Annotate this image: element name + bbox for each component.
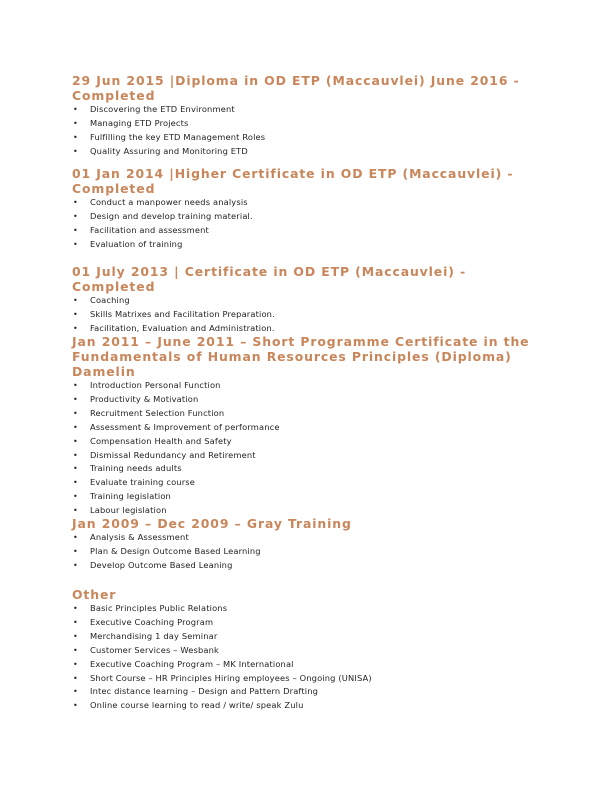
list-item: • Customer Services – Wesbank [72,644,542,658]
education-section-certificate [72,264,542,336]
bullet-icon: • [73,422,78,432]
bullet-list [72,294,542,336]
bullet-icon: • [73,296,78,305]
list-item: • Analysis & Assessment [72,531,542,545]
list-item: • Compensation Health and Safety [72,435,542,449]
section-heading: Jan 2009 – Dec 2009 – Gray Training [72,516,352,531]
bullet-list [72,602,542,713]
bullet-icon: • [73,701,78,711]
education-section-other [72,587,542,713]
list-item: • Skills Matrixes and Facilitation Preparation. [72,308,542,322]
education-section-diploma [72,73,542,159]
bullet-icon: • [73,239,78,249]
bullet-icon: • [73,673,78,683]
bullet-icon: • [73,546,78,556]
list-item: • Facilitation, Evaluation and Administration. [72,322,542,336]
list-item: • Managing ETD Projects [72,117,542,131]
section-heading: 29 Jun 2015 |Diploma in OD ETP (Maccauvlei) June 2016 - Completed [72,73,525,103]
bullet-icon: • [73,132,78,142]
list-item: • Labour legislation [72,504,542,518]
list-item: • Recruitment Selection Function [72,407,542,421]
section-heading: 01 July 2013 | Certificate in OD ETP (Maccauvlei) - Completed [72,264,472,294]
list-item: • Facilitation and assessment [72,224,542,238]
bullet-list [72,103,542,159]
bullet-icon: • [73,381,78,390]
list-item: • Online course learning to read / write/ speak Zulu [72,699,542,713]
education-section-short-programme [72,334,542,518]
bullet-icon: • [73,394,78,404]
bullet-icon: • [73,323,78,333]
list-item: • Plan & Design Outcome Based Learning [72,545,542,559]
bullet-icon: • [73,631,78,641]
bullet-icon: • [73,645,78,655]
list-item: • Introduction Personal Function [72,379,542,393]
list-item: • Training needs adults [72,462,542,476]
bullet-icon: • [73,225,78,235]
bullet-icon: • [73,118,78,128]
list-item: • Discovering the ETD Environment [72,103,542,117]
education-section-gray-training [72,516,542,573]
list-item: • Training legislation [72,490,542,504]
bullet-list [72,196,542,252]
bullet-icon: • [73,533,78,542]
list-item: • Executive Coaching Program [72,616,542,630]
education-section-higher-certificate [72,166,542,252]
list-item: • Basic Principles Public Relations [72,602,542,616]
bullet-icon: • [73,604,78,613]
bullet-icon: • [73,198,78,207]
bullet-icon: • [73,408,78,418]
list-item: • Productivity & Motivation [72,393,542,407]
bullet-icon: • [73,617,78,627]
bullet-icon: • [73,105,78,114]
bullet-icon: • [73,492,78,502]
bullet-icon: • [73,450,78,460]
bullet-icon: • [73,436,78,446]
list-item: • Coaching [72,294,542,308]
section-heading: Jan 2011 – June 2011 – Short Programme Certificate in the Fundamentals of Human Resources Principles (Diploma) Damelin [72,334,535,379]
section-heading: Other [72,587,117,602]
list-item: • Executive Coaching Program – MK International [72,658,542,672]
list-item: • Evaluate training course [72,476,542,490]
list-item: • Conduct a manpower needs analysis [72,196,542,210]
bullet-list [72,531,542,573]
bullet-icon: • [73,309,78,319]
bullet-list [72,379,542,518]
bullet-icon: • [73,687,78,697]
list-item: • Dismissal Redundancy and Retirement [72,449,542,463]
section-heading: 01 Jan 2014 |Higher Certificate in OD ETP (Maccauvlei) - Completed [72,166,519,196]
list-item: • Fulfilling the key ETD Management Roles [72,131,542,145]
bullet-icon: • [73,659,78,669]
list-item: • Evaluation of training [72,238,542,252]
list-item: • Merchandising 1 day Seminar [72,630,542,644]
list-item: • Design and develop training material. [72,210,542,224]
bullet-icon: • [73,560,78,570]
bullet-icon: • [73,211,78,221]
list-item: • Short Course – HR Principles Hiring employees – Ongoing (UNISA) [72,672,542,686]
bullet-icon: • [73,478,78,488]
list-item: • Develop Outcome Based Leaning [72,559,542,573]
list-item: • Intec distance learning – Design and Pattern Drafting [72,685,542,699]
list-item: • Assessment & Improvement of performance [72,421,542,435]
list-item: • Quality Assuring and Monitoring ETD [72,145,542,159]
bullet-icon: • [73,464,78,474]
bullet-icon: • [73,506,78,516]
bullet-icon: • [73,146,78,156]
